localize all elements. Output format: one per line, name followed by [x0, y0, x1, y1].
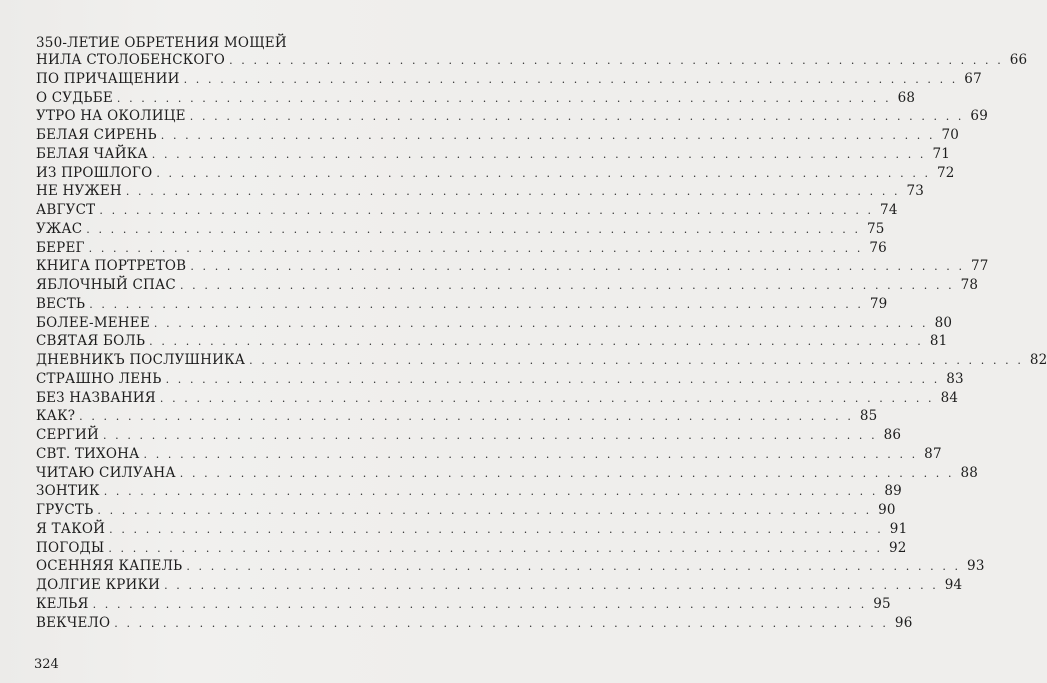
toc-row — [36, 183, 925, 202]
toc-row — [36, 577, 963, 596]
toc-row — [36, 539, 907, 559]
toc-page-number: 74 — [880, 202, 898, 218]
toc-row — [36, 370, 964, 390]
toc-entry-title: БЕЛАЯ СИРЕНЬ — [36, 127, 157, 143]
toc-page-number: 68 — [897, 89, 916, 106]
toc-row — [36, 595, 891, 615]
dot-leader: . . . . . . . . . . . . . . . . . . . . . . . . . . . . . . . . . . . . . . . . . . . . . . . . . . . . . . . . . . . . . . . . — [229, 54, 1004, 67]
toc-page-number: 85 — [859, 408, 878, 425]
dot-leader: . . . . . . . . . . . . . . . . . . . . . . . . . . . . . . . . . . . . . . . . . . . . . . . . . . . . . . . . . . . . . . . . — [114, 616, 889, 630]
toc-row — [36, 108, 989, 127]
toc-page-number: 87 — [924, 445, 942, 462]
table-of-contents — [36, 34, 1047, 633]
toc-row — [36, 464, 979, 484]
toc-page-number: 86 — [883, 427, 902, 443]
toc-row — [36, 445, 942, 465]
toc-row — [36, 220, 885, 240]
toc-row — [36, 89, 916, 109]
toc-entry-title: БЕЗ НАЗВАНИЯ — [36, 389, 156, 406]
dot-leader: . . . . . . . . . . . . . . . . . . . . . . . . . . . . . . . . . . . . . . . . . . . . . . . . . . . . . . . . . . . . . . . . — [88, 241, 863, 255]
toc-page-number: 77 — [970, 258, 989, 275]
toc-row — [36, 483, 902, 502]
toc-entry-title: ИЗ ПРОШЛОГО — [36, 164, 153, 181]
dot-leader: . . . . . . . . . . . . . . . . . . . . . . . . . . . . . . . . . . . . . . . . . . . . . . . . . . . . . . . . . . . . . . . . — [79, 410, 854, 424]
dot-leader: . . . . . . . . . . . . . . . . . . . . . . . . . . . . . . . . . . . . . . . . . . . . . . . . . . . . . . . . . . . . . . . . — [190, 260, 965, 274]
toc-entry-title: ВЕКЧЕЛО — [36, 614, 111, 631]
toc-row — [36, 333, 948, 352]
toc-page-number: 80 — [934, 314, 953, 331]
dot-leader: . . . . . . . . . . . . . . . . . . . . . . . . . . . . . . . . . . . . . . . . . . . . . . . . . . . . . . . . . . . . . . . . — [102, 429, 878, 442]
dot-leader: . . . . . . . . . . . . . . . . . . . . . . . . . . . . . . . . . . . . . . . . . . . . . . . . . . . . . . . . . . . . . . . . — [164, 579, 939, 592]
toc-entry-title: НИЛА СТОЛОБЕНСКОГО — [36, 52, 226, 68]
toc-page-number: 69 — [970, 108, 989, 125]
toc-row — [36, 520, 908, 540]
dot-leader: . . . . . . . . . . . . . . . . . . . . . . . . . . . . . . . . . . . . . . . . . . . . . . . . . . . . . . . . . . . . . . . . — [179, 279, 955, 292]
toc-page-number: 90 — [878, 502, 896, 518]
toc-page-number: 81 — [929, 333, 948, 350]
dot-leader: . . . . . . . . . . . . . . . . . . . . . . . . . . . . . . . . . . . . . . . . . . . . . . . . . . . . . . . . . . . . . . . . — [186, 560, 961, 574]
toc-page-number: 88 — [960, 464, 979, 481]
toc-entry-title: Я ТАКОЙ — [36, 520, 106, 537]
dot-leader: . . . . . . . . . . . . . . . . . . . . . . . . . . . . . . . . . . . . . . . . . . . . . . . . . . . . . . . . . . . . . . . . — [108, 541, 883, 555]
toc-entry-title: СЕРГИЙ — [36, 427, 99, 443]
dot-leader: . . . . . . . . . . . . . . . . . . . . . . . . . . . . . . . . . . . . . . . . . . . . . . . . . . . . . . . . . . . . . . . . — [189, 110, 965, 124]
toc-page-number: 72 — [937, 164, 955, 181]
toc-row — [36, 145, 951, 165]
dot-leader: . . . . . . . . . . . . . . . . . . . . . . . . . . . . . . . . . . . . . . . . . . . . . . . . . . . . . . . . . . . . . . . . — [109, 522, 884, 536]
dot-leader: . . . . . . . . . . . . . . . . . . . . . . . . . . . . . . . . . . . . . . . . . . . . . . . . . . . . . . . . . . . . . . . . — [103, 485, 878, 499]
toc-page-number: 75 — [866, 220, 885, 237]
toc-entry-title: ВЕСТЬ — [36, 295, 86, 312]
toc-entry-title: УЖАС — [36, 220, 83, 237]
toc-entry-title: ПО ПРИЧАЩЕНИИ — [36, 70, 180, 87]
dot-leader: . . . . . . . . . . . . . . . . . . . . . . . . . . . . . . . . . . . . . . . . . . . . . . . . . . . . . . . . . . . . . . . . — [156, 166, 931, 180]
toc-entry-title: АВГУСТ — [36, 202, 96, 218]
toc-page-number: 93 — [967, 558, 985, 575]
toc-row — [36, 614, 913, 634]
toc-entry-title: СВЯТАЯ БОЛЬ — [36, 333, 146, 350]
dot-leader: . . . . . . . . . . . . . . . . . . . . . . . . . . . . . . . . . . . . . . . . . . . . . . . . . . . . . . . . . . . . . . . . — [183, 72, 958, 86]
toc-entry-title: КНИГА ПОРТРЕТОВ — [36, 258, 187, 275]
toc-page-number: 73 — [906, 183, 925, 200]
toc-row — [36, 389, 959, 409]
dot-leader: . . . . . . . . . . . . . . . . . . . . . . . . . . . . . . . . . . . . . . . . . . . . . . . . . . . . . . . . . . . . . . . . — [160, 129, 936, 142]
toc-page-number: 78 — [960, 277, 979, 293]
toc-page-number: 92 — [888, 539, 907, 556]
dot-leader: . . . . . . . . . . . . . . . . . . . . . . . . . . . . . . . . . . . . . . . . . . . . . . . . . . . . . . . . . . . . . . . . — [149, 335, 924, 349]
dot-leader: . . . . . . . . . . . . . . . . . . . . . . . . . . . . . . . . . . . . . . . . . . . . . . . . . . . . . . . . . . . . . . . . — [125, 185, 901, 199]
toc-entry-title: БОЛЕЕ-МЕНЕЕ — [36, 314, 150, 331]
toc-page-number: 71 — [932, 145, 951, 162]
toc-page-number: 76 — [869, 239, 887, 256]
toc-page-number: 66 — [1009, 52, 1028, 68]
dot-leader: . . . . . . . . . . . . . . . . . . . . . . . . . . . . . . . . . . . . . . . . . . . . . . . . . . . . . . . . . . . . . . . . — [99, 204, 874, 217]
dot-leader: . . . . . . . . . . . . . . . . . . . . . . . . . . . . . . . . . . . . . . . . . . . . . . . . . . . . . . . . . . . . . . . . — [89, 297, 864, 311]
toc-entry-title: ГРУСТЬ — [36, 502, 94, 518]
toc-entry-title: БЕЛАЯ ЧАЙКА — [36, 145, 148, 162]
dot-leader: . . . . . . . . . . . . . . . . . . . . . . . . . . . . . . . . . . . . . . . . . . . . . . . . . . . . . . . . . . . . . . . . — [159, 391, 935, 405]
toc-entry-title: КАК? — [36, 408, 76, 425]
toc-row — [36, 558, 985, 577]
dot-leader: . . . . . . . . . . . . . . . . . . . . . . . . . . . . . . . . . . . . . . . . . . . . . . . . . . . . . . . . . . . . . . . . — [116, 91, 892, 105]
dot-leader: . . . . . . . . . . . . . . . . . . . . . . . . . . . . . . . . . . . . . . . . . . . . . . . . . . . . . . . . . . . . . . . . — [92, 597, 867, 611]
toc-page-number: 94 — [944, 577, 963, 593]
toc-entry-title: СТРАШНО ЛЕНЬ — [36, 370, 162, 387]
toc-page-number: 70 — [941, 127, 960, 143]
toc-row — [36, 352, 1047, 371]
toc-entry-title: О СУДЬБЕ — [36, 89, 113, 106]
toc-entry-title: ЧИТАЮ СИЛУАНА — [36, 464, 176, 481]
toc-page-number: 95 — [873, 595, 891, 612]
toc-row — [36, 502, 896, 521]
toc-entry-title: ПОГОДЫ — [36, 539, 105, 556]
toc-page-number: 84 — [940, 389, 959, 406]
page-number: 324 — [34, 657, 59, 672]
dot-leader: . . . . . . . . . . . . . . . . . . . . . . . . . . . . . . . . . . . . . . . . . . . . . . . . . . . . . . . . . . . . . . . . — [86, 222, 861, 236]
toc-entry-title: БЕРЕГ — [36, 239, 85, 256]
toc-row — [36, 127, 960, 146]
toc-row — [36, 277, 979, 296]
toc-page-number: 91 — [889, 520, 908, 537]
toc-row — [36, 70, 982, 90]
toc-row — [36, 314, 953, 334]
toc-page-number: 82 — [1029, 352, 1047, 368]
toc-row — [36, 427, 902, 446]
toc-entry-title: ОСЕННЯЯ КАПЕЛЬ — [36, 558, 183, 575]
toc-page-number: 96 — [894, 614, 913, 631]
dot-leader: . . . . . . . . . . . . . . . . . . . . . . . . . . . . . . . . . . . . . . . . . . . . . . . . . . . . . . . . . . . . . . . . — [97, 504, 872, 517]
toc-entry-title: КЕЛЬЯ — [36, 595, 89, 612]
toc-page-number: 89 — [884, 483, 902, 500]
dot-leader: . . . . . . . . . . . . . . . . . . . . . . . . . . . . . . . . . . . . . . . . . . . . . . . . . . . . . . . . . . . . . . . . — [165, 372, 940, 386]
toc-entry-title: УТРО НА ОКОЛИЦЕ — [36, 108, 186, 125]
toc-row — [36, 408, 878, 427]
dot-leader: . . . . . . . . . . . . . . . . . . . . . . . . . . . . . . . . . . . . . . . . . . . . . . . . . . . . . . . . . . . . . . . . — [249, 354, 1024, 367]
toc-entry-title: СВТ. ТИХОНА — [36, 445, 140, 462]
dot-leader: . . . . . . . . . . . . . . . . . . . . . . . . . . . . . . . . . . . . . . . . . . . . . . . . . . . . . . . . . . . . . . . . — [143, 447, 918, 461]
toc-entry-title: ЗОНТИК — [36, 483, 100, 500]
toc-row — [36, 202, 898, 221]
toc-page-number: 83 — [946, 370, 964, 387]
toc-page-number: 79 — [869, 295, 888, 312]
toc-entry-title-line1: 350-ЛЕТИЕ ОБРЕТЕНИЯ МОЩЕЙ — [36, 35, 287, 51]
toc-row — [36, 164, 955, 184]
toc-entry-title: ДНЕВНИКЪ ПОСЛУШНИКА — [36, 352, 246, 368]
toc-entry-title: НЕ НУЖЕН — [36, 183, 122, 200]
dot-leader: . . . . . . . . . . . . . . . . . . . . . . . . . . . . . . . . . . . . . . . . . . . . . . . . . . . . . . . . . . . . . . . . — [153, 316, 929, 330]
dot-leader: . . . . . . . . . . . . . . . . . . . . . . . . . . . . . . . . . . . . . . . . . . . . . . . . . . . . . . . . . . . . . . . . — [179, 466, 955, 480]
toc-row — [36, 52, 1028, 71]
toc-entry-title: ДОЛГИЕ КРИКИ — [36, 577, 161, 593]
toc-row — [36, 295, 888, 315]
toc-row — [36, 239, 887, 259]
toc-row — [36, 258, 989, 277]
toc-entry-title: ЯБЛОЧНЫЙ СПАС — [36, 277, 176, 293]
toc-page-number: 67 — [964, 70, 982, 87]
dot-leader: . . . . . . . . . . . . . . . . . . . . . . . . . . . . . . . . . . . . . . . . . . . . . . . . . . . . . . . . . . . . . . . . — [151, 147, 927, 161]
